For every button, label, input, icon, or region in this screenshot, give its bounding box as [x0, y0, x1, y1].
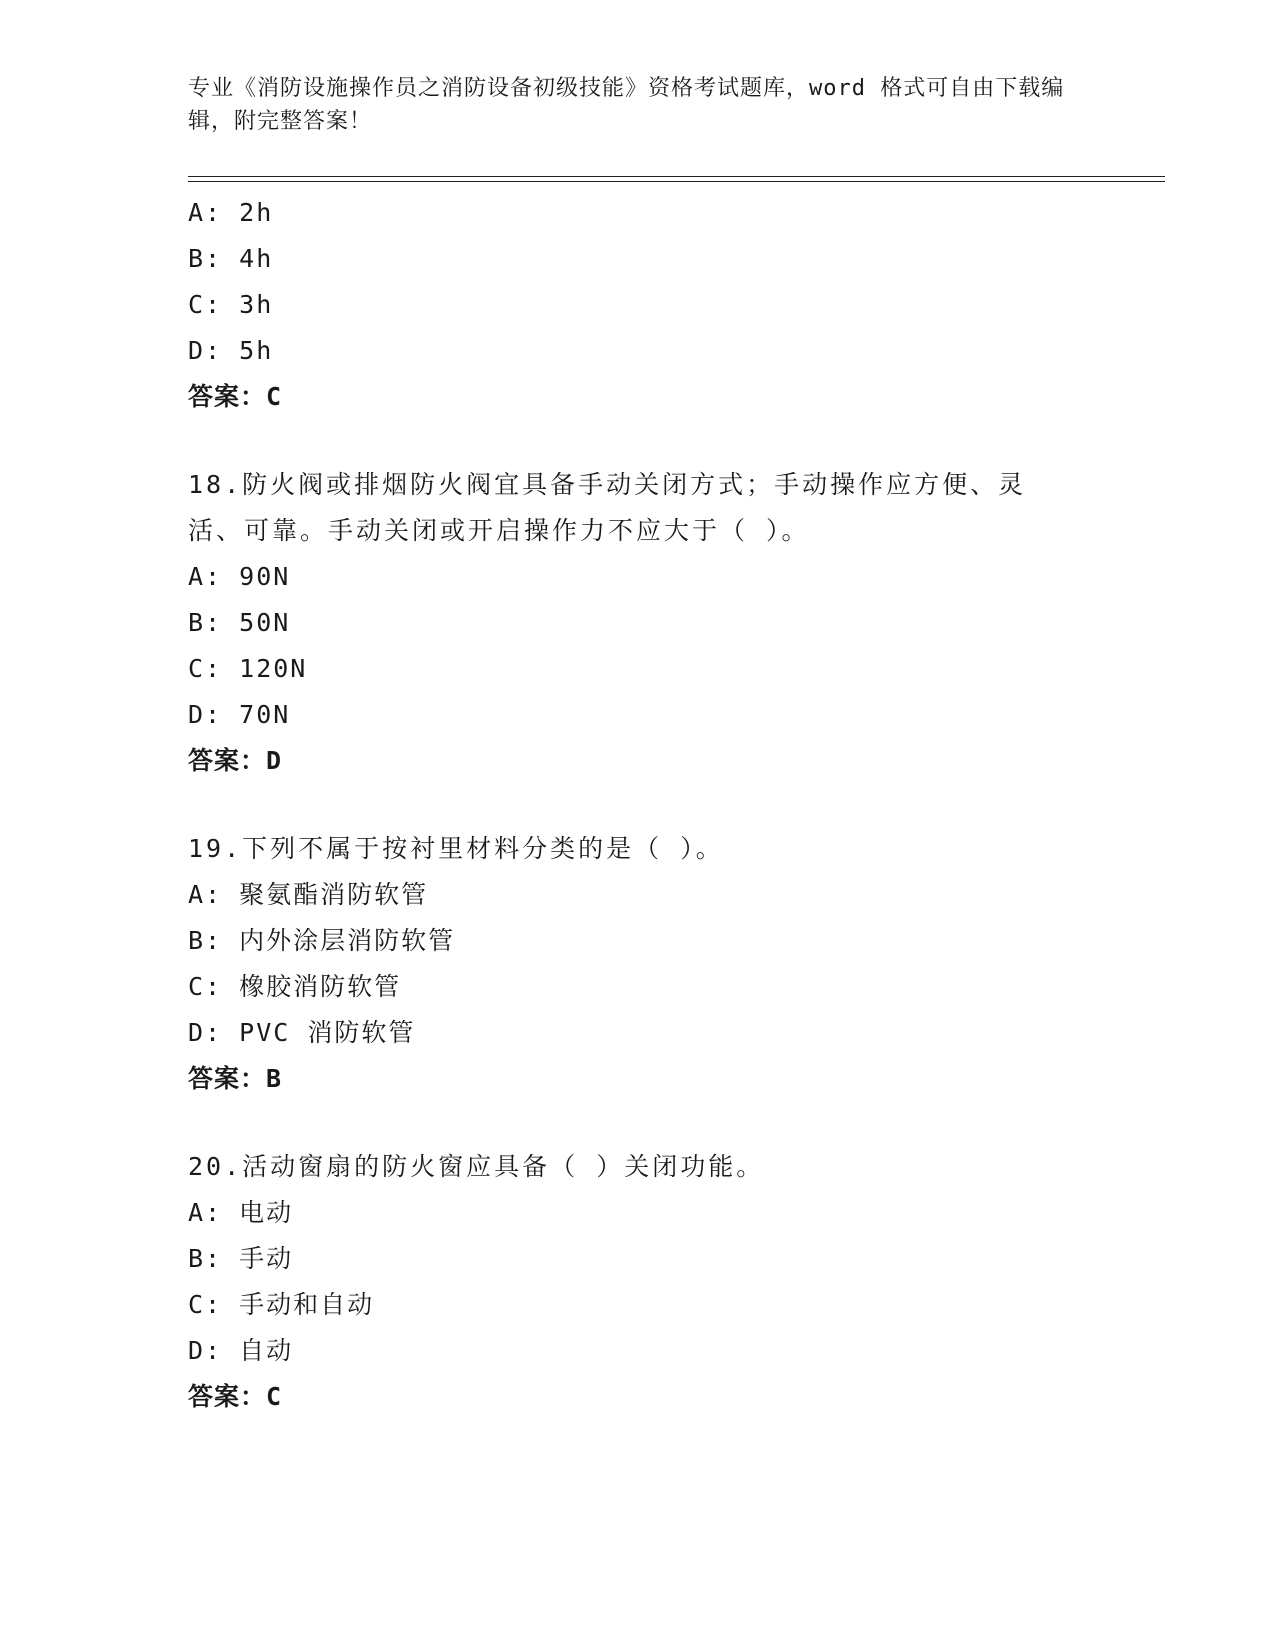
answer: 答案：D	[188, 746, 283, 775]
answer: 答案：C	[188, 382, 283, 411]
option-b: B: 内外涂层消防软管	[188, 926, 456, 955]
option-a: A: 聚氨酯消防软管	[188, 880, 429, 909]
option-d: D: PVC 消防软管	[188, 1018, 416, 1047]
option-d: D: 5h	[188, 336, 274, 365]
option-c: C: 3h	[188, 290, 274, 319]
question-text: 19.下列不属于按衬里材料分类的是（ ）。	[188, 834, 724, 863]
question-17-continued	[188, 190, 1088, 420]
option-c: C: 120N	[188, 654, 308, 683]
question-19	[188, 826, 1088, 1102]
question-18	[188, 462, 1088, 784]
option-d: D: 自动	[188, 1336, 294, 1365]
option-c: C: 橡胶消防软管	[188, 972, 402, 1001]
document-header: 专业《消防设施操作员之消防设备初级技能》资格考试题库，word 格式可自由下载编辑，附完整答案！	[188, 76, 1065, 134]
option-b: B: 50N	[188, 608, 291, 637]
answer: 答案：B	[188, 1064, 283, 1093]
option-a: A: 电动	[188, 1198, 294, 1227]
option-a: A: 2h	[188, 198, 274, 227]
option-b: B: 4h	[188, 244, 274, 273]
question-text: 18.防火阀或排烟防火阀宜具备手动关闭方式；手动操作应方便、灵活、可靠。手动关闭或开启操作力不应大于（ ）。	[188, 470, 1027, 545]
option-d: D: 70N	[188, 700, 291, 729]
question-20	[188, 1144, 1088, 1420]
option-a: A: 90N	[188, 562, 291, 591]
answer: 答案：C	[188, 1382, 283, 1411]
question-list	[188, 190, 1088, 1420]
option-c: C: 手动和自动	[188, 1290, 375, 1319]
option-b: B: 手动	[188, 1244, 294, 1273]
header-rule-top	[188, 176, 1165, 177]
question-text: 20.活动窗扇的防火窗应具备（ ）关闭功能。	[188, 1152, 765, 1181]
header-rule-bottom	[188, 181, 1165, 182]
